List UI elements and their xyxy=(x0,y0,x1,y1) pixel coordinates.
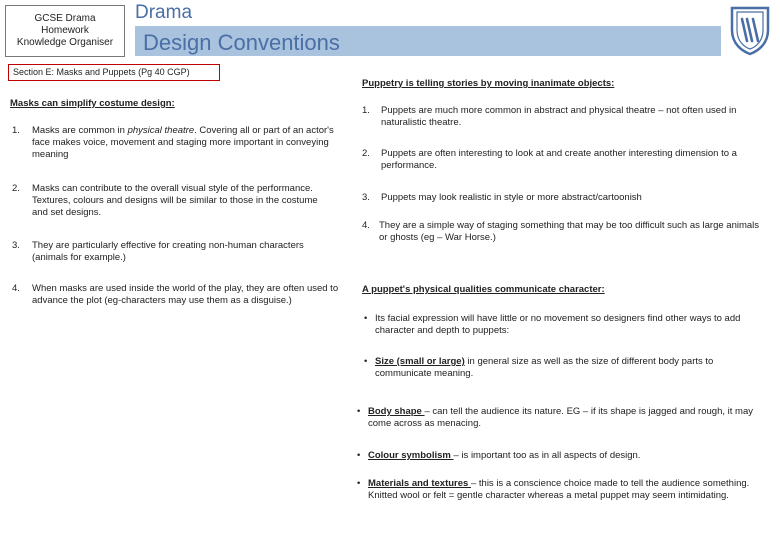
page-title: Design Conventions xyxy=(143,30,340,55)
item-text: Puppets are much more common in abstract and physical theatre – not often used in naturalistic theatre. xyxy=(381,105,737,128)
bullet-desc: – this is a conscience choice made to tell the audience something. Knitted wool or felt = gentle character whereas a metal puppet may seem intimidating. xyxy=(368,478,750,501)
item-text: They are particularly effective for creating non-human characters (animals for example.) xyxy=(32,240,304,263)
item-text xyxy=(12,125,334,161)
list-item xyxy=(12,183,334,219)
list-item xyxy=(362,192,752,204)
section-label: Section E: Masks and Puppets (Pg 40 CGP) xyxy=(8,64,220,81)
item-number: 3. xyxy=(362,192,370,203)
item-number: 2. xyxy=(362,148,370,159)
list-item xyxy=(12,283,342,307)
bullet-desc: – is important too as in all aspects of design. xyxy=(453,450,641,461)
bullet-term: Materials and textures xyxy=(368,478,471,489)
item-number: 4. xyxy=(12,283,20,294)
item-emphasis: physical theatre xyxy=(127,125,195,136)
bullet-item xyxy=(357,450,757,462)
item-text: Puppets may look realistic in style or more abstract/cartoonish xyxy=(381,192,642,203)
item-text: Puppets are often interesting to look at and create another interesting dimension to a performance. xyxy=(381,148,737,171)
item-number: 4. xyxy=(362,220,370,231)
bullet-dot: • xyxy=(357,406,361,417)
bullet-item xyxy=(357,406,757,430)
item-text: Masks can contribute to the overall visual style of the performance. Textures, colours and designs will be similar to those in the costume and set designs. xyxy=(32,183,318,218)
bullet-term: Colour symbolism xyxy=(368,450,454,461)
item-number: 2. xyxy=(12,183,20,194)
list-item xyxy=(362,220,762,244)
list-item xyxy=(362,148,752,172)
bullet-term: Body shape xyxy=(368,406,425,417)
item-number: 1. xyxy=(362,105,370,116)
item-number: 1. xyxy=(12,125,20,136)
bullet-desc: in general size as well as the size of different body parts to communicate meaning. xyxy=(375,356,714,379)
bullet-dot: • xyxy=(357,450,361,461)
crest-shield-icon xyxy=(728,4,772,56)
item-text: They are a simple way of staging something that may be too difficult such as large animals or ghosts (eg – War Horse.) xyxy=(379,220,760,243)
list-item xyxy=(362,105,752,129)
item-number: 3. xyxy=(12,240,20,251)
bullet-item xyxy=(357,478,762,502)
subject-label: Drama xyxy=(135,2,193,23)
list-item xyxy=(12,125,334,161)
course-line-3: Knowledge Organiser xyxy=(16,37,114,48)
masks-heading: Masks can simplify costume design: xyxy=(10,98,175,109)
puppetry-heading: Puppetry is telling stories by moving inanimate objects: xyxy=(362,78,615,89)
bullet-text xyxy=(357,406,757,430)
bullet-desc: – can tell the audience its nature. EG – if its shape is jagged and rough, it may come across as menacing. xyxy=(368,406,753,429)
bullet-text xyxy=(364,356,754,380)
course-line-1: GCSE Drama xyxy=(34,13,96,24)
list-item xyxy=(12,240,334,264)
bullet-text xyxy=(357,450,757,462)
bullet-dot: • xyxy=(364,356,368,367)
bullet-text xyxy=(357,478,762,502)
item-text: When masks are used inside the world of the play, they are often used to advance the plot (eg-characters may use them as a disguise.) xyxy=(32,283,339,306)
bullet-item xyxy=(364,356,754,380)
item-text-part: . Covering all or part of an actor's face makes voice, movement and staging more important in conveying meaning xyxy=(32,125,334,160)
bullet-text: Its facial expression will have little or no movement so designers find other ways to add character and depth to puppets: xyxy=(375,313,741,336)
course-line-2: Homework xyxy=(41,25,89,36)
bullet-item xyxy=(364,313,754,337)
qualities-heading: A puppet's physical qualities communicate character: xyxy=(362,284,605,295)
bullet-dot: • xyxy=(357,478,361,489)
bullet-dot: • xyxy=(364,313,368,324)
item-text-part: Masks are common in xyxy=(32,125,128,136)
course-info-box xyxy=(5,5,125,57)
bullet-term: Size (small or large) xyxy=(375,356,465,367)
